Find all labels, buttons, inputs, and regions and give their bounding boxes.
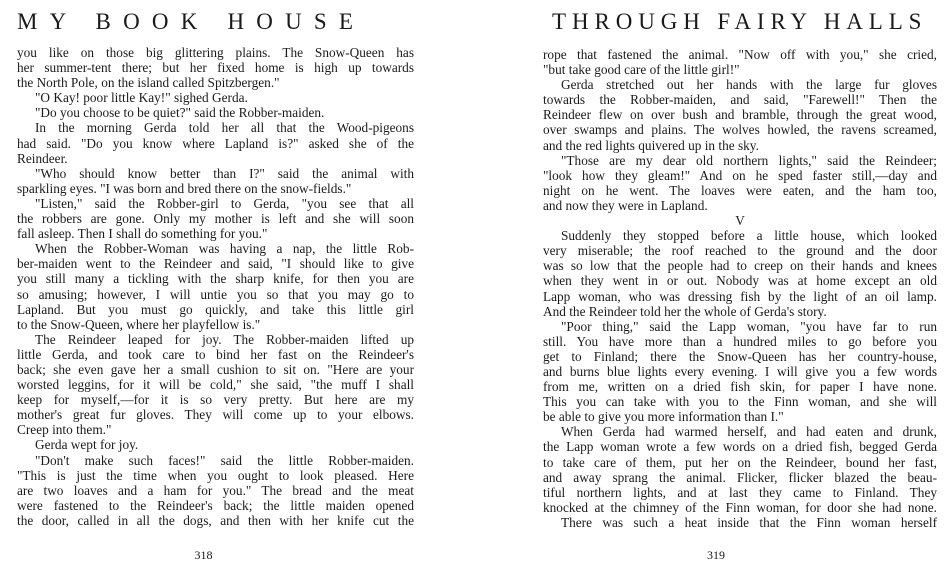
- running-head: MY BOOK HOUSE: [17, 9, 366, 34]
- text-line: so amusing; however, I will untie you so that you may go to: [17, 286, 414, 302]
- text-line: knocked at the chimney of the Finn woman, for door she had none.: [543, 499, 937, 515]
- text-line: get to Finland; there the Snow-Queen has her country-house,: [543, 348, 937, 364]
- text-line: "O Kay! poor little Kay!" sighed Gerda.: [35, 90, 248, 106]
- text-line: sparkling eyes. "I was born and bred there on the snow-fields.": [17, 180, 352, 196]
- text-line: and away sprang the animal. Flicker, flicker blazed the beau-: [543, 469, 937, 485]
- text-line: "Those are my dear old northern lights," said the Reindeer;: [561, 152, 937, 168]
- text-line: ber-maiden went to the Reindeer and said, "I should like to give: [17, 256, 414, 272]
- text-line: "but take good care of the little girl!": [543, 62, 740, 78]
- text-line: "Don't make such faces!" said the little Robber-maiden.: [35, 452, 414, 468]
- page-body: [543, 47, 937, 530]
- page-number: 319: [707, 548, 725, 562]
- text-line: mother's great fur gloves. They will come up to your elbows.: [17, 407, 414, 423]
- text-line: are two loaves and a ham for you." The bread and the meat: [17, 482, 414, 498]
- text-line: Suddenly they stopped before a little house, which looked: [561, 228, 937, 244]
- text-line: Lapland. But you must go quickly, and take this little girl: [17, 301, 414, 317]
- text-line: little Gerda, and took care to bind her fast on the Reindeer's: [17, 346, 414, 362]
- text-line: Reindeer flew on over bush and bramble, through the great wood,: [543, 107, 937, 123]
- text-line: the Lapp woman wrote a few words on a dried fish, begged Gerda: [543, 439, 937, 455]
- text-line: still. You have more than a hundred miles to go before you: [543, 333, 937, 349]
- text-line: worsted leggins, for it will be cold," she said, "the muff I shall: [17, 377, 414, 393]
- text-line: Gerda stretched out her hands with the large fur gloves: [561, 77, 937, 93]
- text-line: And the Reindeer told her the whole of Gerda's story.: [543, 303, 827, 319]
- text-line: keep for myself,—for it is so very pretty. But here are my: [17, 392, 414, 408]
- text-line: you still many a tickling with the sharp knife, for then you are: [17, 271, 414, 287]
- text-line: night on he went. The loaves were eaten, and the ham too,: [543, 182, 937, 198]
- text-line: were fastened to the Reindeer's back; the little maiden opened: [17, 497, 414, 513]
- section-heading: V: [735, 213, 745, 229]
- text-line: and burns blue lights every evening. I will give you a few words: [543, 363, 937, 379]
- text-line: rope that fastened the animal. "Now off with you," she cried,: [543, 47, 937, 62]
- left-page: [17, 0, 414, 565]
- text-line: When the Robber-Woman was having a nap, the little Rob-: [35, 241, 414, 257]
- text-line: be able to give you more information than I.": [543, 409, 784, 425]
- text-line: Lapp woman, who was dressing fish by the light of an oil lamp.: [543, 288, 937, 304]
- text-line: The Reindeer leaped for joy. The Robber-maiden lifted up: [35, 331, 414, 347]
- text-line: towards the Robber-maiden, and said, "Farewell!" Then the: [543, 92, 937, 108]
- text-line: tiful northern lights, and at last they came to Finland. They: [543, 484, 937, 500]
- text-line: the robbers are gone. Only my mother is left and she will soon: [17, 211, 414, 227]
- text-line: the North Pole, on the island called Spitzbergen.": [17, 75, 280, 91]
- text-line: and the red lights quivered up in the sky.: [543, 137, 759, 153]
- text-line: from me, written on a dried fish skin, for paper I have none.: [543, 379, 937, 395]
- text-line: "This is just the time when you ought to look pleased. Here: [17, 467, 414, 483]
- text-line: her summer-tent there; but her fixed home is high up towards: [17, 60, 414, 76]
- text-line: "Do you choose to be quiet?" said the Robber-maiden.: [35, 105, 325, 121]
- text-line: to take care of them, put her on the Reindeer, bound her fast,: [543, 454, 937, 470]
- right-page: [543, 0, 937, 565]
- text-line: When Gerda had warmed herself, and had eaten and drunk,: [561, 424, 937, 440]
- text-line: "look how they gleam!" And on he sped faster still,—day and: [543, 167, 937, 183]
- text-line: fall asleep. Then I shall do something for you.": [17, 226, 268, 242]
- text-line: very miserable; the roof reached to the ground and the door: [543, 243, 937, 259]
- text-line: over swamps and plains. The wolves howled, the ravens screamed,: [543, 122, 937, 138]
- text-line: "Poor thing," said the Lapp woman, "you have far to run: [561, 318, 937, 334]
- text-line: you like on those big glittering plains. The Snow-Queen has: [17, 45, 414, 60]
- text-line: "Listen," said the Robber-girl to Gerda, "you see that all: [35, 195, 414, 211]
- text-line: This you can take with you to the Finn woman, and she will: [543, 394, 937, 410]
- text-line: Gerda wept for joy.: [35, 437, 139, 453]
- text-line: and now they were in Lapland.: [543, 197, 708, 213]
- page-body: [17, 45, 414, 528]
- text-line: was so low that the people had to creep on their hands and knees: [543, 258, 937, 274]
- text-line: back; she even gave her a small cushion to sit on. "Here are your: [17, 361, 414, 377]
- text-line: Creep into them.": [17, 422, 112, 438]
- page-number: 318: [194, 548, 213, 562]
- text-line: Reindeer.: [17, 150, 68, 166]
- text-line: "Who should know better than I?" said the animal with: [35, 165, 414, 181]
- text-line: had said. "Do you know where Lapland is?" asked she of the: [17, 135, 414, 151]
- text-line: the door, called in all the dogs, and then with her knife cut the: [17, 512, 414, 528]
- text-line: In the morning Gerda told her all that the Wood-pigeons: [35, 120, 414, 136]
- running-head: THROUGH FAIRY HALLS: [552, 9, 928, 34]
- text-line: There was such a heat inside that the Finn woman herself: [561, 514, 937, 530]
- text-line: when they went in or out. Nobody was at home except an old: [543, 273, 937, 289]
- text-line: to the Snow-Queen, where her playfellow is.": [17, 316, 261, 332]
